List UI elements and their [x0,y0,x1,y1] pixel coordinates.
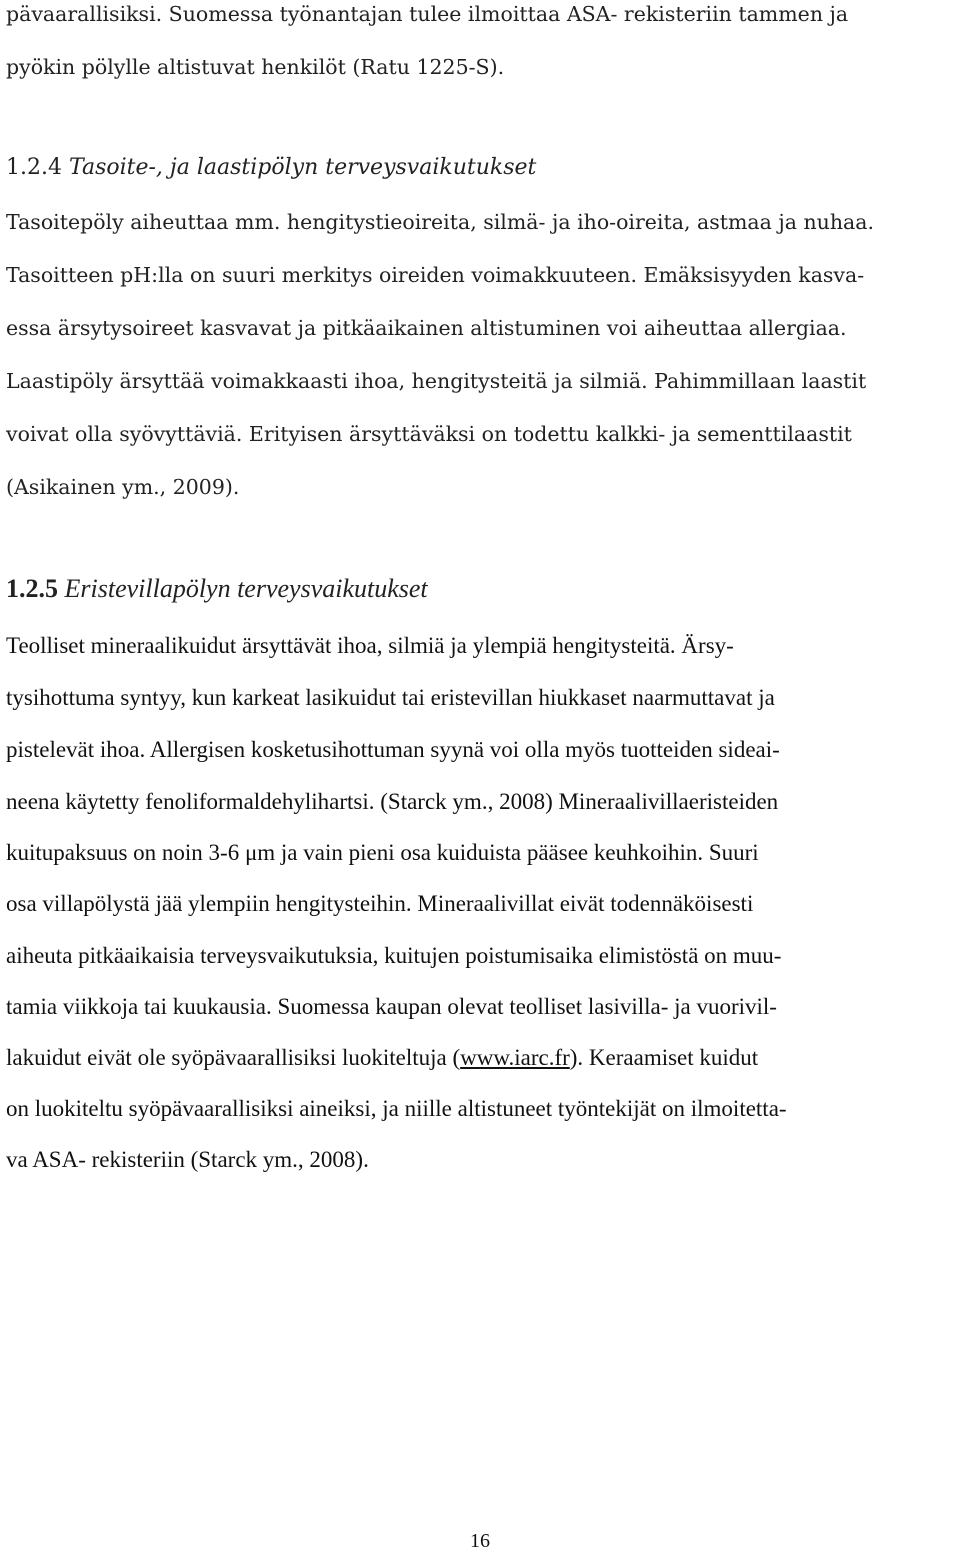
section-title: Tasoite-, ja laastipölyn terveysvaikutukset [68,155,537,180]
paragraph-line: essa ärsytysoireet kasvavat ja pitkäaikainen altistuminen voi aiheuttaa allergiaa. [6,316,847,340]
paragraph-line: (Asikainen ym., 2009). [6,475,240,499]
section-title: Eristevillapölyn terveysvaikutukset [64,574,428,603]
section-number: 1.2.5 [6,574,58,603]
section-number: 1.2.4 [6,155,62,180]
paragraph-line: pyökin pölylle altistuvat henkilöt (Ratu 1225-S). [6,55,505,79]
paragraph-line: Teolliset mineraalikuidut ärsyttävät ihoa, silmiä ja ylempiä hengitysteitä. Ärsy- [6,633,734,658]
paragraph-line: tamia viikkoja tai kuukausia. Suomessa kaupan olevat teolliset lasivilla- ja vuorivil- [6,994,777,1019]
paragraph-line: kuitupaksuus on noin 3-6 μm ja vain pieni osa kuiduista pääsee keuhkoihin. Suuri [6,840,759,865]
paragraph-line: osa villapölystä jää ylempiin hengitysteihin. Mineraalivillat eivät todennäköisesti [6,891,754,916]
page-number: 16 [470,1530,490,1552]
paragraph-line: va ASA- rekisteriin (Starck ym., 2008). [6,1147,369,1172]
paragraph-line: Tasoitepöly aiheuttaa mm. hengitystieoireita, silmä- ja iho-oireita, astmaa ja nuhaa. [6,210,875,234]
paragraph-line: neena käytetty fenoliformaldehylihartsi. (Starck ym., 2008) Mineraalivillaeristeiden [6,789,779,814]
paragraph-line: on luokiteltu syöpävaarallisiksi aineiksi, ja niille altistuneet työntekijät on ilmoitetta- [6,1096,787,1121]
section-heading [6,157,536,179]
paragraph-line: voivat olla syövyttäviä. Erityisen ärsyttäväksi on todettu kalkki- ja sementtilaastit [6,422,852,446]
paragraph-line: aiheuta pitkäaikaisia terveysvaikutuksia, kuitujen poistumisaika elimistöstä on muu- [6,943,782,968]
section-heading [6,576,428,602]
paragraph-line: lakuidut eivät ole syöpävaarallisiksi luokiteltuja (www.iarc.fr). Keraamiset kuidut [6,1045,759,1070]
iarc-link[interactable]: www.iarc.fr [460,1045,570,1070]
paragraph-line: Tasoitteen pH:lla on suuri merkitys oireiden voimakkuuteen. Emäksisyyden kasva- [6,263,865,287]
paragraph-line: pävaarallisiksi. Suomessa työnantajan tulee ilmoittaa ASA- rekisteriin tammen ja [6,2,849,26]
paragraph-line: Laastipöly ärsyttää voimakkaasti ihoa, hengitysteitä ja silmiä. Pahimmillaan laastit [6,369,867,393]
paragraph-line: tysihottuma syntyy, kun karkeat lasikuidut tai eristevillan hiukkaset naarmuttavat ja [6,685,775,710]
paragraph-line: pistelevät ihoa. Allergisen kosketusihottuman syynä voi olla myös tuotteiden sideai- [6,737,780,762]
document-page [6,0,960,1553]
